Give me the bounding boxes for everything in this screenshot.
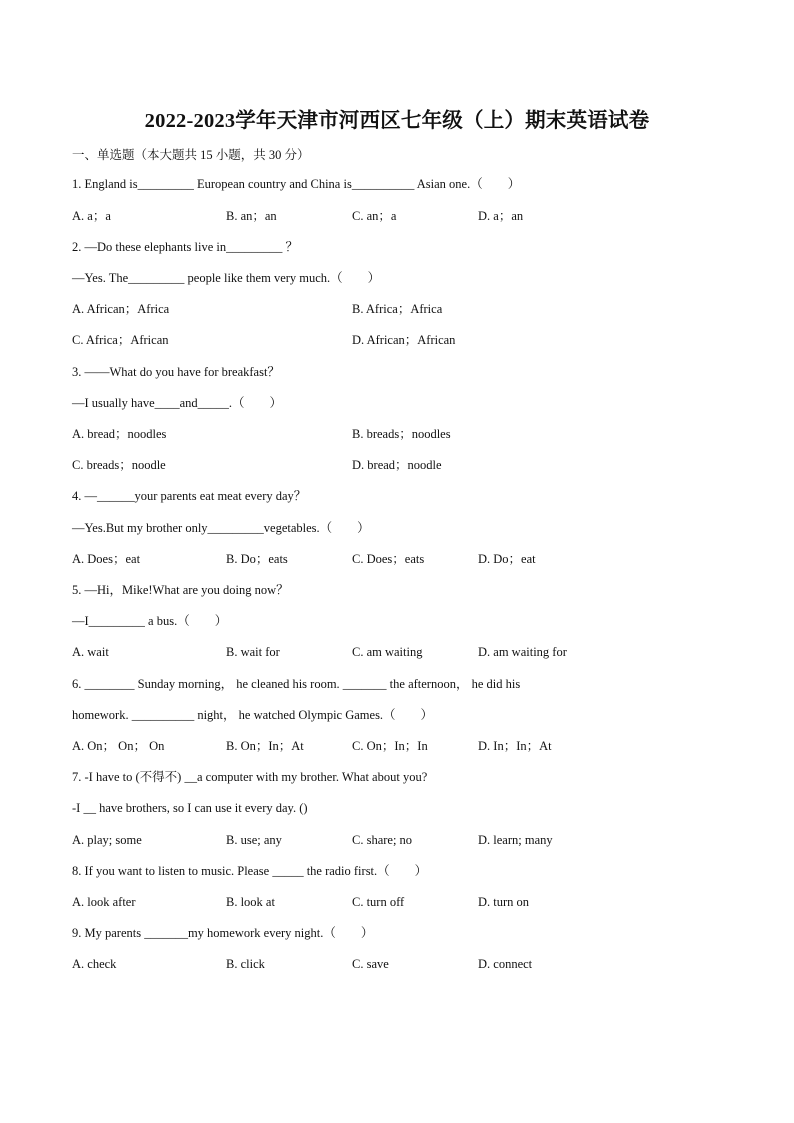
q3-option-d: D. bread；noodle: [352, 458, 442, 472]
q9-option-a: A. check: [72, 957, 117, 971]
q1-option-a: A. a；a: [72, 209, 111, 223]
q6-option-b: B. On；In；At: [226, 739, 304, 753]
question-6-line-2: homework. __________ night， he watched Olympic Games.（ ）: [72, 708, 434, 722]
question-8-line-1: 8. If you want to listen to music. Please _____ the radio first.（ ）: [72, 864, 428, 878]
question-7-line-2: -I __ have brothers, so I can use it every day. (): [72, 801, 308, 815]
q1-option-b: B. an；an: [226, 209, 277, 223]
q4-option-c: C. Does；eats: [352, 552, 425, 566]
q1-option-d: D. a；an: [478, 209, 524, 223]
q2-option-b: B. Africa；Africa: [352, 302, 443, 316]
q5-option-a: A. wait: [72, 645, 109, 659]
question-5-line-1: 5. —Hi，Mike!What are you doing now？: [72, 583, 289, 597]
q9-option-c: C. save: [352, 957, 389, 971]
q1-option-c: C. an；a: [352, 209, 397, 223]
question-3-line-2: —I usually have____and_____.（ ）: [72, 396, 283, 410]
q3-option-c: C. breads；noodle: [72, 458, 166, 472]
question-3-line-1: 3. ——What do you have for breakfast？: [72, 365, 280, 379]
q4-option-a: A. Does；eat: [72, 552, 141, 566]
q2-option-c: C. Africa；African: [72, 333, 169, 347]
q8-option-a: A. look after: [72, 895, 136, 909]
q7-option-a: A. play; some: [72, 833, 142, 847]
question-2-line-1: 2. —Do these elephants live in_________ ？: [72, 240, 299, 254]
q2-option-a: A. African；Africa: [72, 302, 170, 316]
section-heading: 一、单选题（本大题共 15 小题，共 30 分）: [72, 148, 310, 162]
q9-option-d: D. connect: [478, 957, 533, 971]
q8-option-d: D. turn on: [478, 895, 530, 909]
q4-option-d: D. Do；eat: [478, 552, 536, 566]
question-5-line-2: —I_________ a bus.（ ）: [72, 614, 228, 628]
q4-option-b: B. Do；eats: [226, 552, 288, 566]
q9-option-b: B. click: [226, 957, 265, 971]
q6-option-a: A. On； On； On: [72, 739, 165, 753]
question-6-line-1: 6. ________ Sunday morning， he cleaned his room. _______ the afternoon， he did his: [72, 677, 521, 691]
q7-option-c: C. share; no: [352, 833, 413, 847]
question-4-line-2: —Yes.But my brother only_________vegetables.（ ）: [72, 521, 370, 535]
q5-option-b: B. wait for: [226, 645, 280, 659]
q7-option-d: D. learn; many: [478, 833, 553, 847]
q2-option-d: D. African；African: [352, 333, 456, 347]
exam-title: 2022-2023学年天津市河西区七年级（上）期末英语试卷: [144, 110, 650, 132]
q5-option-d: D. am waiting for: [478, 645, 567, 659]
question-7-line-1: 7. -I have to (不得不) __a computer with my brother. What about you?: [72, 770, 428, 784]
q6-option-d: D. In；In；At: [478, 739, 552, 753]
q3-option-a: A. bread；noodles: [72, 427, 167, 441]
question-4-line-1: 4. —______your parents eat meat every day？: [72, 489, 307, 503]
q3-option-b: B. breads；noodles: [352, 427, 451, 441]
q7-option-b: B. use; any: [226, 833, 282, 847]
question-2-line-2: —Yes. The_________ people like them very much.（ ）: [72, 271, 381, 285]
q8-option-c: C. turn off: [352, 895, 405, 909]
q8-option-b: B. look at: [226, 895, 275, 909]
question-1-line-1: 1. England is_________ European country and China is__________ Asian one.（ ）: [72, 177, 521, 191]
question-9-line-1: 9. My parents _______my homework every night.（ ）: [72, 926, 374, 940]
q6-option-c: C. On；In；In: [352, 739, 428, 753]
q5-option-c: C. am waiting: [352, 645, 423, 659]
